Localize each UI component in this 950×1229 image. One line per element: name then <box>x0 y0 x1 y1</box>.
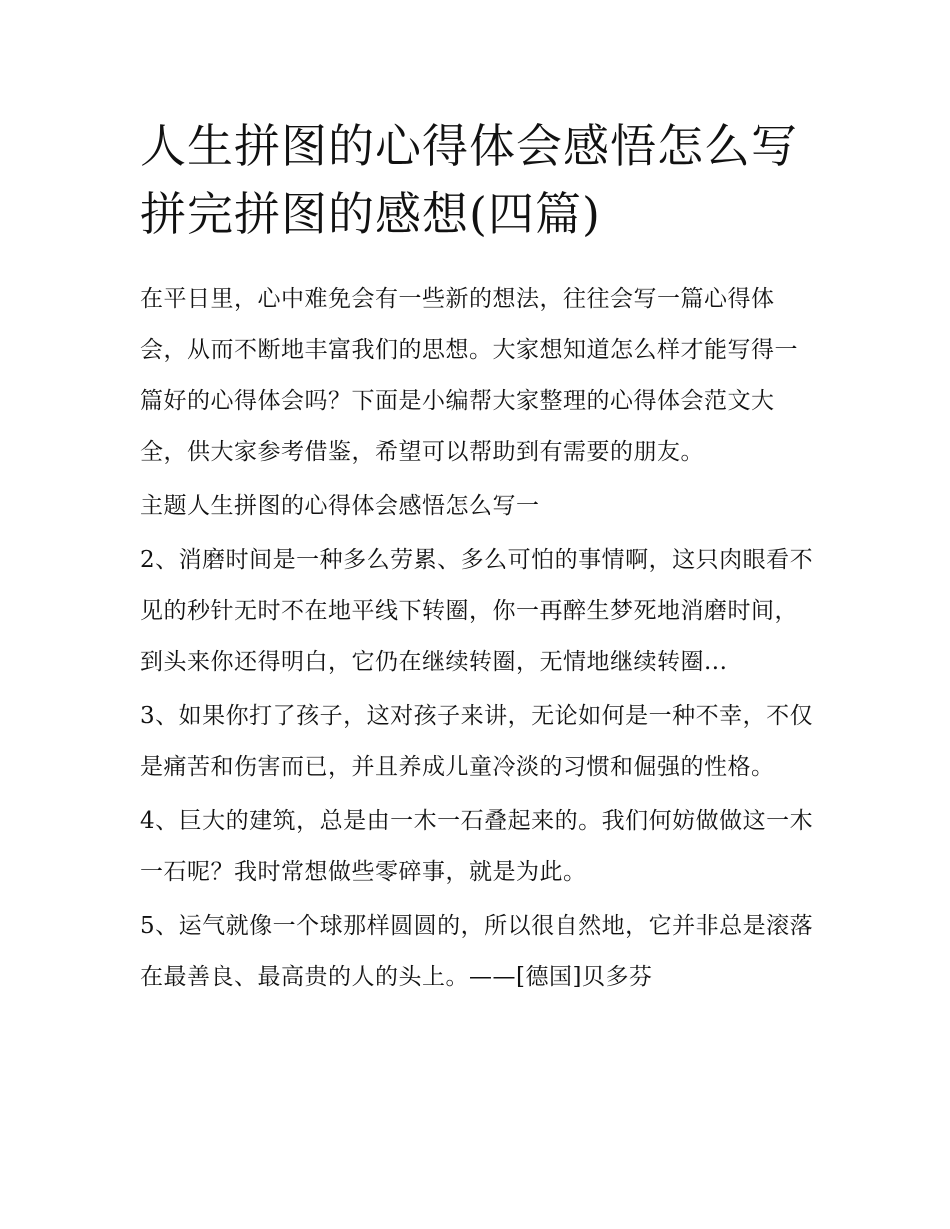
intro-paragraph: 在平日里，心中难免会有一些新的想法，往往会写一篇心得体会，从而不断地丰富我们的思想。大家想知道怎么样才能写得一篇好的心得体会吗？下面是小编帮大家整理的心得体会范文大全，供大家参考借鉴，希望可以帮助到有需要的朋友。 <box>140 286 798 465</box>
quote-paragraph-4: 4、巨大的建筑，总是由一木一石叠起来的。我们何妨做做这一木一石呢？我时常想做些零碎事，就是为此。 <box>140 808 814 885</box>
section-heading: 主题人生拼图的心得体会感悟怎么写一 <box>140 493 540 519</box>
quote-paragraph-5: 5、运气就像一个球那样圆圆的，所以很自然地，它并非总是滚落在最善良、最高贵的人的头上。——[德国]贝多芬 <box>140 913 814 990</box>
document-title: 人生拼图的心得体会感悟怎么写 拼完拼图的感想(四篇) <box>140 119 798 241</box>
document-body <box>140 274 816 1006</box>
quote-paragraph-2: 2、消磨时间是一种多么劳累、多么可怕的事情啊，这只肉眼看不见的秒针无时不在地平线下转圈，你一再醉生梦死地消磨时间，到头来你还得明白，它仍在继续转圈，无情地继续转圈... <box>140 547 814 675</box>
quote-paragraph-3: 3、如果你打了孩子，这对孩子来讲，无论如何是一种不幸，不仅是痛苦和伤害而已，并且养成儿童冷淡的习惯和倔强的性格。 <box>140 703 814 780</box>
